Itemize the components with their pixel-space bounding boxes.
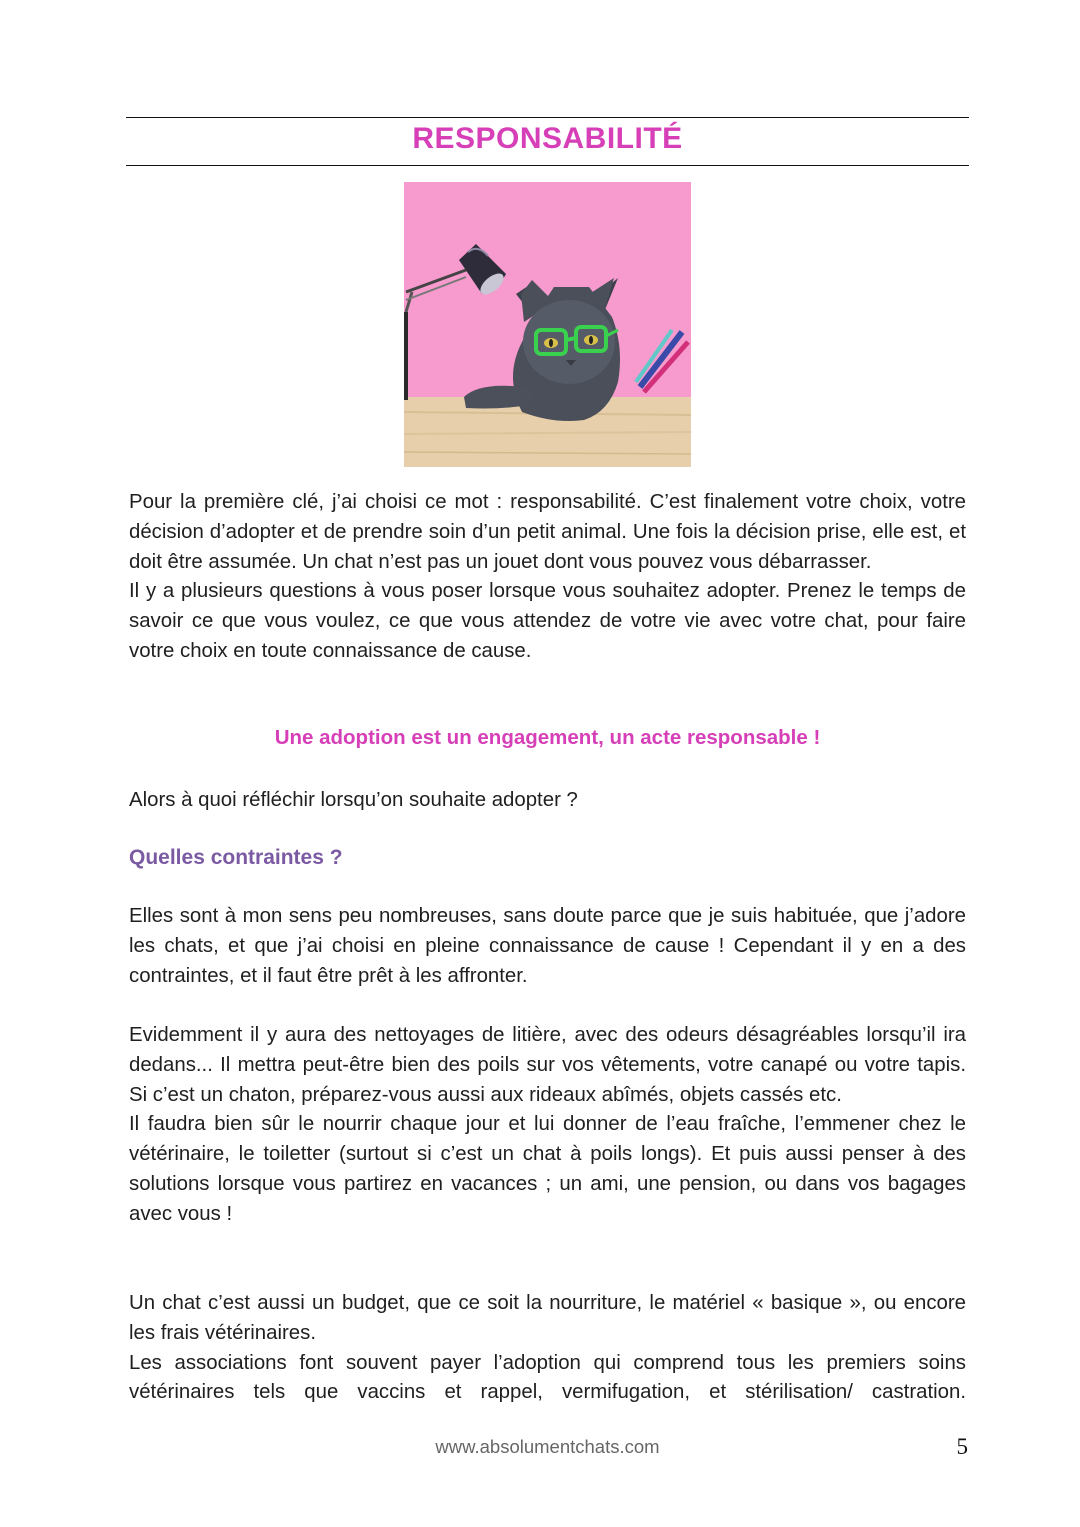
question-text bbox=[129, 786, 966, 816]
section-text-2 bbox=[129, 1021, 966, 1230]
body-paragraph: Evidemment il y aura des nettoyages de litière, avec des odeurs désagréables lorsqu’il ira dedans... Il mettra peut-être bien des poils sur vos vêtements, votre canapé ou votre tapis. Si c’est un chaton, préparez-vous aussi aux rideaux abîmés, objets cassés etc. bbox=[129, 1024, 966, 1106]
section-heading: Quelles contraintes ? bbox=[129, 846, 343, 869]
title-rule-top bbox=[126, 117, 969, 118]
body-paragraph: Il faudra bien sûr le nourrir chaque jour et lui donner de l’eau fraîche, l’emmener chez le vétérinaire, le toiletter (surtout si c’est un chat à poils longs). Et puis aussi penser à des solutions lorsque vous partirez en vacances ; un ami, une pension, ou dans vos bagages avec vous ! bbox=[129, 1113, 966, 1225]
cat-with-glasses-illustration bbox=[404, 182, 691, 467]
highlight-statement: Une adoption est un engagement, un acte responsable ! bbox=[274, 726, 821, 749]
page-title: RESPONSABILITÉ bbox=[412, 122, 683, 155]
footer-website-link[interactable]: www.absolumentchats.com bbox=[435, 1436, 660, 1457]
page-number: 5 bbox=[956, 1434, 968, 1459]
intro-text bbox=[129, 488, 966, 667]
title-rule-bottom bbox=[126, 165, 969, 166]
body-paragraph: Elles sont à mon sens peu nombreuses, sans doute parce que je suis habituée, que j’adore les chats, et que j’ai choisi en pleine connaissance de cause ! Cependant il y en a des contraintes, et il faut être prêt à les affronter. bbox=[129, 905, 966, 987]
intro-paragraph: Pour la première clé, j’ai choisi ce mot : responsabilité. C’est finalement votre choix, votre décision d’adopter et de prendre soin d’un petit animal. Une fois la décision prise, elle est, et doit être assumée. Un chat n’est pas un jouet dont vous pouvez vous débarrasser. bbox=[129, 491, 966, 573]
body-paragraph: Les associations font souvent payer l’adoption qui comprend tous les premiers soins vétérinaires tels que vaccins et rappel, vermifugation, et stérilisation/ castration. bbox=[129, 1351, 966, 1404]
body-paragraph: Un chat c’est aussi un budget, que ce soit la nourriture, le matériel « basique », ou encore les frais vétérinaires. bbox=[129, 1292, 966, 1344]
section-text-1 bbox=[129, 902, 966, 991]
intro-paragraph: Il y a plusieurs questions à vous poser lorsque vous souhaitez adopter. Prenez le temps de savoir ce que vous voulez, ce que vous attendez de votre vie avec votre chat, pour faire votre choix en toute connaissance de cause. bbox=[129, 580, 966, 662]
section-text-3 bbox=[129, 1289, 966, 1408]
question-paragraph: Alors à quoi réfléchir lorsqu’on souhaite adopter ? bbox=[129, 789, 578, 811]
